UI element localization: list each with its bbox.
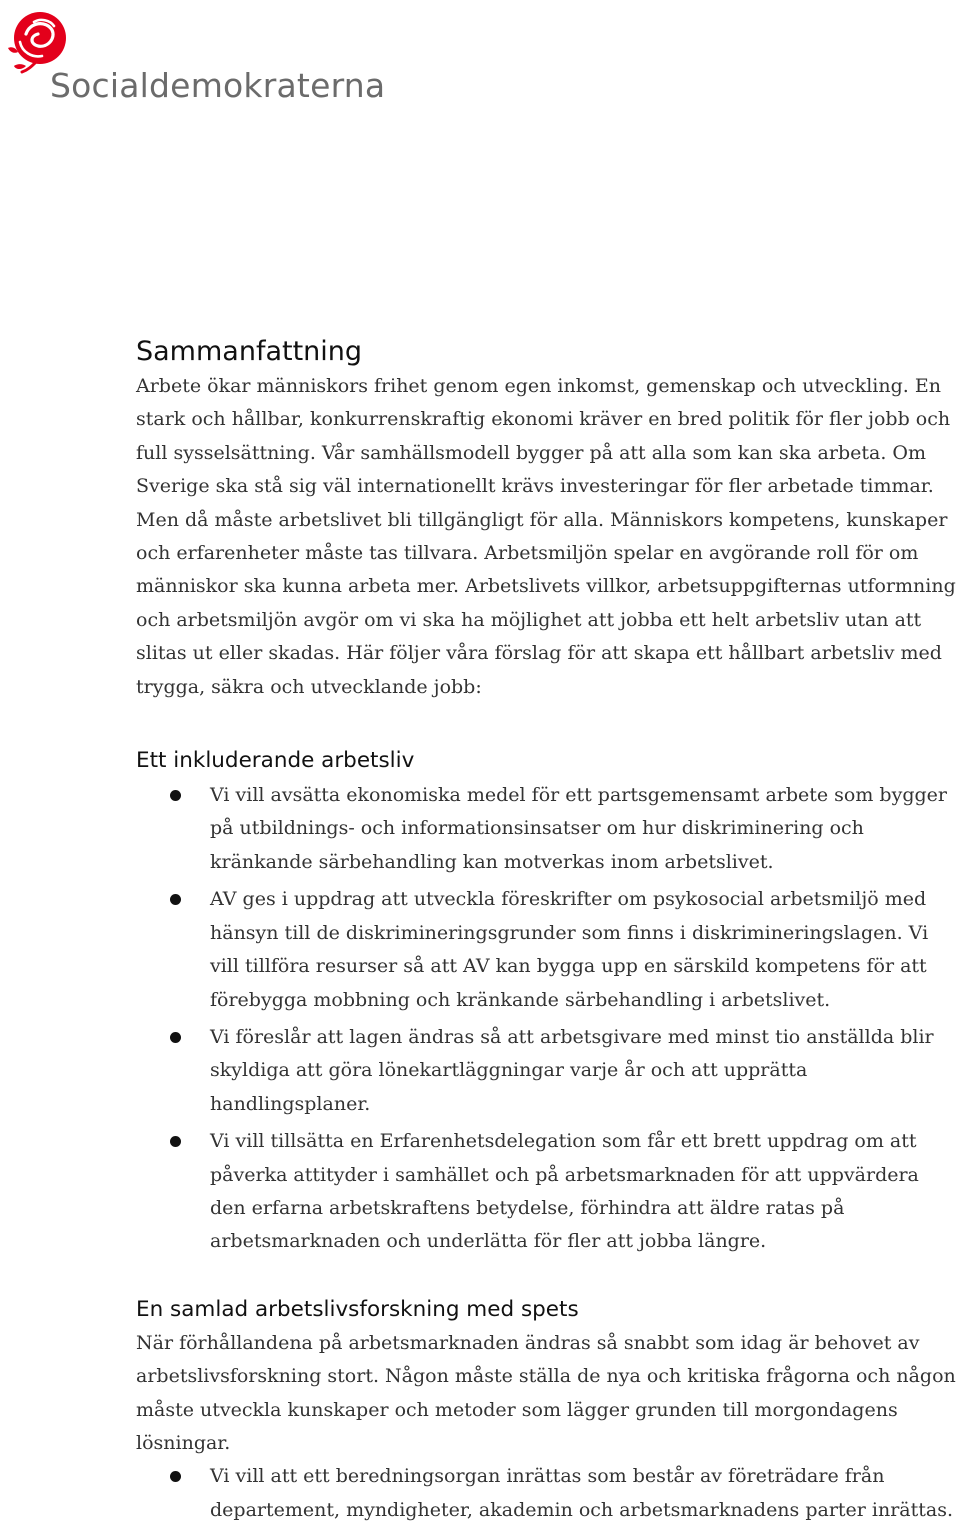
document-body — [136, 330, 958, 1531]
bullet-icon — [170, 1136, 181, 1147]
section2-heading: En samlad arbetslivsforskning med spets — [136, 1296, 579, 1322]
section2-paragraph: När förhållandena på arbetsmarknaden ändras så snabbt som idag är behovet av arbetslivsforskning stort. Någon måste ställa de nya och kritiska frågorna och någon måste utveckla kunskaper och metoder som lägger grunden till morgondagens lösningar. — [136, 1331, 956, 1454]
list-item — [136, 779, 958, 879]
brand-name: Socialdemokraterna — [50, 66, 386, 105]
section1-list — [136, 779, 958, 1259]
bullet-icon — [170, 1471, 181, 1482]
list-item-text: Vi vill att ett beredningsorgan inrättas som består av företrädare från departement, myndigheter, akademin och arbetsmarknadens parter inrättas. — [210, 1465, 954, 1521]
list-item-text: Vi vill avsätta ekonomiska medel för ett partsgemensamt arbete som bygger på utbildnings- och informationsinsatser om hur diskriminering och kränkande särbehandling kan motverkas inom arbetslivet. — [210, 784, 947, 873]
list-item — [136, 883, 958, 1017]
summary-heading: Sammanfattning — [136, 336, 363, 367]
list-item — [136, 1021, 958, 1121]
list-item-text: Vi föreslår att lagen ändras så att arbetsgivare med minst tio anställda blir skyldiga att göra lönekartläggningar varje år och att upprätta handlingsplaner. — [210, 1025, 934, 1115]
list-item — [136, 1460, 958, 1527]
list-item — [136, 1125, 958, 1259]
bullet-icon — [170, 894, 181, 905]
bullet-icon — [170, 1032, 181, 1043]
bullet-icon — [170, 790, 181, 801]
section1-heading: Ett inkluderande arbetsliv — [136, 748, 415, 774]
logo — [6, 8, 386, 108]
list-item-text: Vi vill tillsätta en Erfarenhetsdelegation som får ett brett uppdrag om att påverka attityder i samhället och på arbetsmarknaden för att uppvärdera den erfarna arbetskraftens betydelse, förhindra att äldre ratas på arbetsmarknaden och underlätta för fler att jobba längre. — [210, 1130, 919, 1253]
rose-icon — [6, 8, 72, 74]
list-item-text: AV ges i uppdrag att utveckla föreskrifter om psykosocial arbetsmiljö med hänsyn till de diskrimineringsgrunder som finns i diskrimineringslagen. Vi vill tillföra resurser så att AV kan bygga upp en särskild kompetens för att förebygga mobbning och kränkande särbehandling i arbetslivet. — [210, 888, 929, 1011]
section2-list — [136, 1460, 958, 1527]
summary-paragraph: Arbete ökar människors frihet genom egen inkomst, gemenskap och utveckling. En stark och hållbar, konkurrenskraftig ekonomi kräver en bred politik för fler jobb och full sysselsättning. Vår samhällsmodell bygger på att alla som kan ska arbeta. Om Sverige ska stå sig väl internationellt krävs investeringar för fler arbetade timmar. Men då måste arbetslivet bli tillgängligt för alla. Människors kompetens, kunskaper och erfarenheter måste tas tillvara. Arbetsmiljön spelar en avgörande roll för om människor ska kunna arbeta mer. Arbetslivets villkor, arbetsuppgifternas utformning och arbetsmiljön avgör om vi ska ha möjlighet att jobba ett helt arbetsliv utan att slitas ut eller skadas. Här följer våra förslag för att skapa ett hållbart arbetsliv med trygga, säkra och utvecklande jobb: — [136, 375, 956, 698]
